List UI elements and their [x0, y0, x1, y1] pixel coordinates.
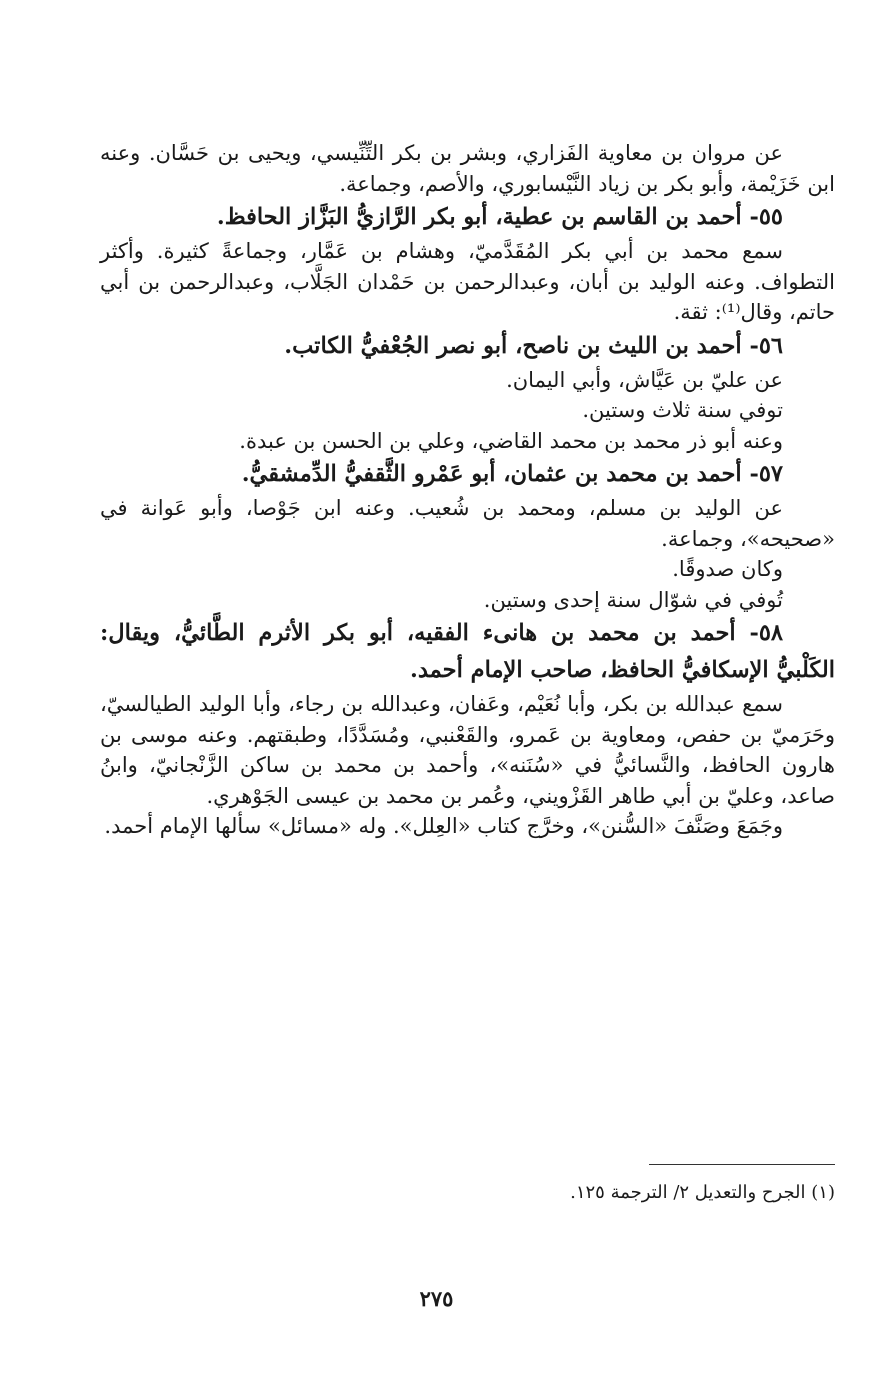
- paragraph: سمع محمد بن أبي بكر المُقَدَّميّ، وهشام بن عَمَّار، وجماعةً كثيرة. وأكثر التطواف. وعنه الوليد بن أبان، وعبدالرحمن بن حَمْدان الجَلَّاب، وعبدالرحمن بن أبي حاتم، وقال⁽¹⁾: ثقة.: [100, 239, 835, 324]
- paragraph: عن عليّ بن عَيَّاش، وأبي اليمان.: [506, 367, 783, 392]
- paragraph: وجَمَعَ وصَنَّفَ «السُّنن»، وخرَّج كتاب «العِلل». وله «مسائل» سألها الإمام أحمد.: [104, 814, 783, 838]
- paragraph: وكان صدوقًا.: [672, 557, 783, 581]
- entry-heading: ٥٥- أحمد بن القاسم بن عطية، أبو بكر الرَّازيُّ البَزَّاز الحافظ.: [216, 204, 783, 230]
- paragraph: توفي سنة ثلاث وستين.: [582, 398, 783, 422]
- paragraph: عن مروان بن معاوية الفَزاري، وبشر بن بكر التِّنِّيسي، ويحيى بن حَسَّان. وعنه ابن خَزَيْمة، وأبو بكر بن زياد النَّيْسابوري، والأصم، وجماعة.: [100, 141, 835, 196]
- paragraph: تُوفي في شوّال سنة إحدى وستين.: [483, 587, 783, 612]
- page-number: ٢٧٥: [419, 1286, 454, 1311]
- main-text: [100, 138, 835, 842]
- footnote-divider: [649, 1164, 835, 1165]
- entry-heading: ٥٧- أحمد بن محمد بن عثمان، أبو عَمْرو الثَّقفيُّ الدِّمشقيُّ.: [241, 461, 783, 487]
- entry-heading: ٥٦- أحمد بن الليث بن ناصح، أبو نصر الجُعْفيُّ الكاتب.: [284, 332, 783, 359]
- paragraph: وعنه أبو ذر محمد بن محمد القاضي، وعلي بن الحسن بن عبدة.: [239, 428, 783, 453]
- paragraph: سمع عبدالله بن بكر، وأبا نُعَيْم، وعَفان، وعبدالله بن رجاء، وأبا الوليد الطيالسيّ، وحَرَميّ بن حفص، ومعاوية بن عَمرو، والقَعْنبي، ومُسَدَّدًا، وطبقتهم. وعنه موسى بن هارون الحافظ، والنَّسائيُّ في «سُنَنه»، وأحمد بن محمد بن ساكن الزَّنْجانيّ، وابنُ صاعد، وعليّ بن أبي طاهر القَزْويني، وعُمر بن محمد بن عيسى الجَوْهري.: [100, 692, 835, 808]
- footnote: (١) الجرح والتعديل ٢/ الترجمة ١٢٥.: [570, 1182, 835, 1203]
- entry-heading: ٥٨- أحمد بن محمد بن هانىء الفقيه، أبو بكر الأثرم الطَّائيُّ، ويقال: الكَلْبيُّ الإسكافيُّ الحافظ، صاحب الإمام أحمد.: [100, 620, 835, 683]
- paragraph: عن الوليد بن مسلم، ومحمد بن شُعيب. وعنه ابن جَوْصا، وأبو عَوانة في «صحيحه»، وجماعة.: [100, 496, 835, 551]
